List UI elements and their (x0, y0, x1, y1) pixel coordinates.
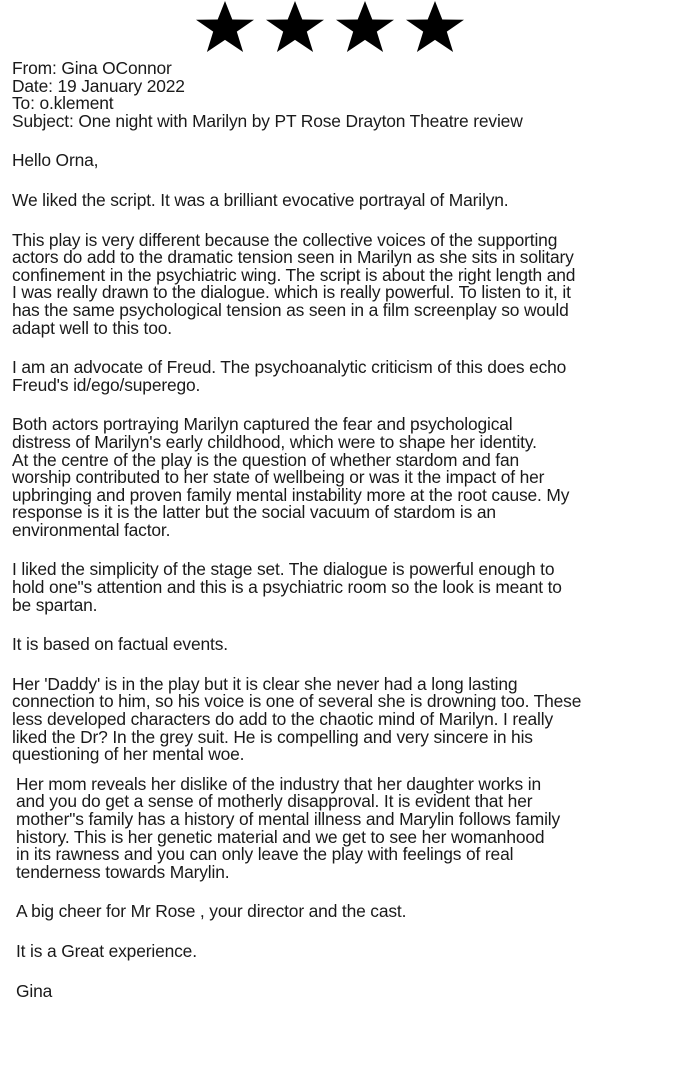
star-rating (194, 0, 474, 54)
from-label: From: (12, 58, 57, 78)
paragraph-stage-set: I liked the simplicity of the stage set. The dialogue is powerful enough to hold one"s attention and this is a psychiatric room so the look is meant to be spartan. (12, 559, 562, 615)
from-value: Gina OConnor (61, 58, 172, 78)
date-value: 19 January 2022 (57, 75, 185, 96)
subject-line (12, 110, 688, 131)
paragraph-factual: It is based on factual events. (12, 634, 228, 655)
date-label: Date: (12, 75, 53, 96)
signature: Gina (16, 980, 53, 1001)
paragraph-freud: I am an advocate of Freud. The psychoanalytic criticism of this does echo Freud's id/ego/superego. (12, 357, 567, 395)
star-icon (334, 0, 396, 54)
email-document (12, 60, 688, 1000)
to-label: To: (12, 93, 35, 114)
paragraph-experience: It is a Great experience. (16, 940, 197, 961)
star-icon (264, 0, 326, 54)
paragraph-daddy: Her 'Daddy' is in the play but it is clear she never had a long lasting connection to him, so his voice is one of several she is drowning too. These less developed characters do add to the chaotic mind of Marilyn. I really liked the Dr? In the grey suit. He is compelling and very sincere in his questioning of her mental woe. (12, 673, 582, 765)
subject-value: One night with Marilyn by PT Rose Drayton Theatre review (78, 110, 523, 131)
star-icon (404, 0, 466, 54)
greeting: Hello Orna, (12, 150, 99, 171)
paragraph-play: This play is very different because the collective voices of the supporting actors do add to the dramatic tension seen in Marilyn as she sits in solitary confinement in the psychiatric wing. The script is about the right length and I was really drawn to the dialogue. which is really powerful. To listen to it, it has the same psychological tension as seen in a film screenplay so would adapt well to this too. (12, 229, 576, 338)
paragraph-script: We liked the script. It was a brilliant evocative portrayal of Marilyn. (12, 189, 509, 210)
subject-label: Subject: (12, 110, 74, 131)
email-header (12, 60, 688, 130)
star-icon (194, 0, 256, 54)
to-value: o.klement (39, 93, 114, 114)
paragraph-mom: Her mom reveals her dislike of the industry that her daughter works in and you do get a sense of motherly disapproval. It is evident that her mother"s family has a history of mental illness and Marylin follows family history. This is her genetic material and we get to see her womanhood in its rawness and you can only leave the play with feelings of real tenderness towards Marylin. (16, 773, 561, 882)
paragraph-actors: Both actors portraying Marilyn captured the fear and psychological distress of Marilyn's early childhood, which were to shape her identity. At the centre of the play is the question of whether stardom and fan worship contributed to her state of wellbeing or was it the impact of her upbringing and proven family mental instability more at the root cause. My response is it is the latter but the social vacuum of stardom is an environmental factor. (12, 414, 570, 540)
paragraph-cheer: A big cheer for Mr Rose , your director and the cast. (16, 901, 407, 922)
